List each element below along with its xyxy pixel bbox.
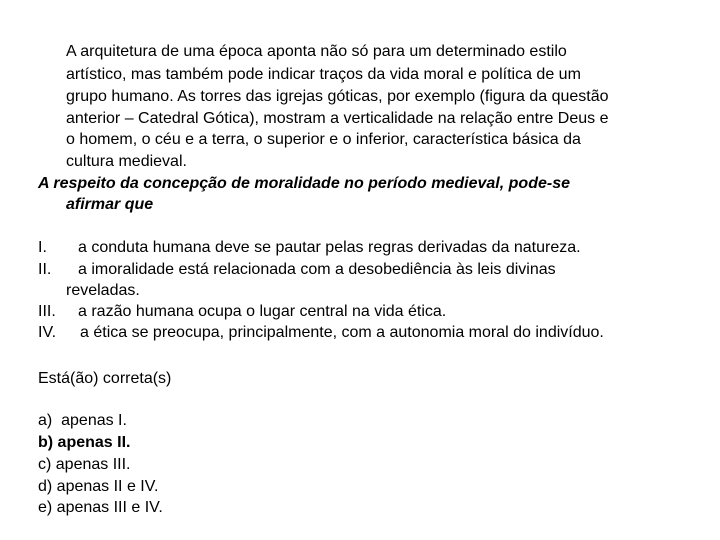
question-line-1: A respeito da concepção de moralidade no período medieval, pode-se — [38, 175, 570, 192]
intro-line-4: anterior – Catedral Gótica), mostram a verticalidade na relação entre Deus e — [66, 110, 609, 127]
statement-3-number: III. — [38, 303, 56, 320]
statement-4-text: a ética se preocupa, principalmente, com a autonomia moral do indivíduo. — [80, 324, 604, 341]
intro-line-2: artístico, mas também pode indicar traços da vida moral e política de um — [66, 66, 581, 83]
option-a: a) apenas I. — [38, 412, 127, 429]
option-c: c) apenas III. — [38, 456, 131, 473]
option-b: b) apenas II. — [38, 434, 131, 451]
statement-1-text: a conduta humana deve se pautar pelas regras derivadas da natureza. — [78, 239, 581, 256]
statement-2-continuation: reveladas. — [66, 282, 140, 299]
option-e: e) apenas III e IV. — [38, 499, 163, 516]
intro-line-3: grupo humano. As torres das igrejas góticas, por exemplo (figura da questão — [66, 88, 609, 105]
intro-line-6: cultura medieval. — [66, 153, 187, 170]
statement-2-number: II. — [38, 261, 52, 278]
statement-1-number: I. — [38, 239, 47, 256]
intro-line-1: A arquitetura de uma época aponta não só para um determinado estilo — [66, 43, 567, 60]
question-line-2: afirmar que — [66, 196, 154, 213]
statement-3-text: a razão humana ocupa o lugar central na vida ética. — [78, 303, 447, 320]
answer-prompt: Está(ão) correta(s) — [38, 370, 172, 387]
intro-line-5: o homem, o céu e a terra, o superior e o inferior, característica básica da — [66, 131, 581, 148]
statement-2-text: a imoralidade está relacionada com a desobediência às leis divinas — [78, 261, 556, 278]
statement-4-number: IV. — [38, 324, 57, 341]
option-d: d) apenas II e IV. — [38, 478, 159, 495]
